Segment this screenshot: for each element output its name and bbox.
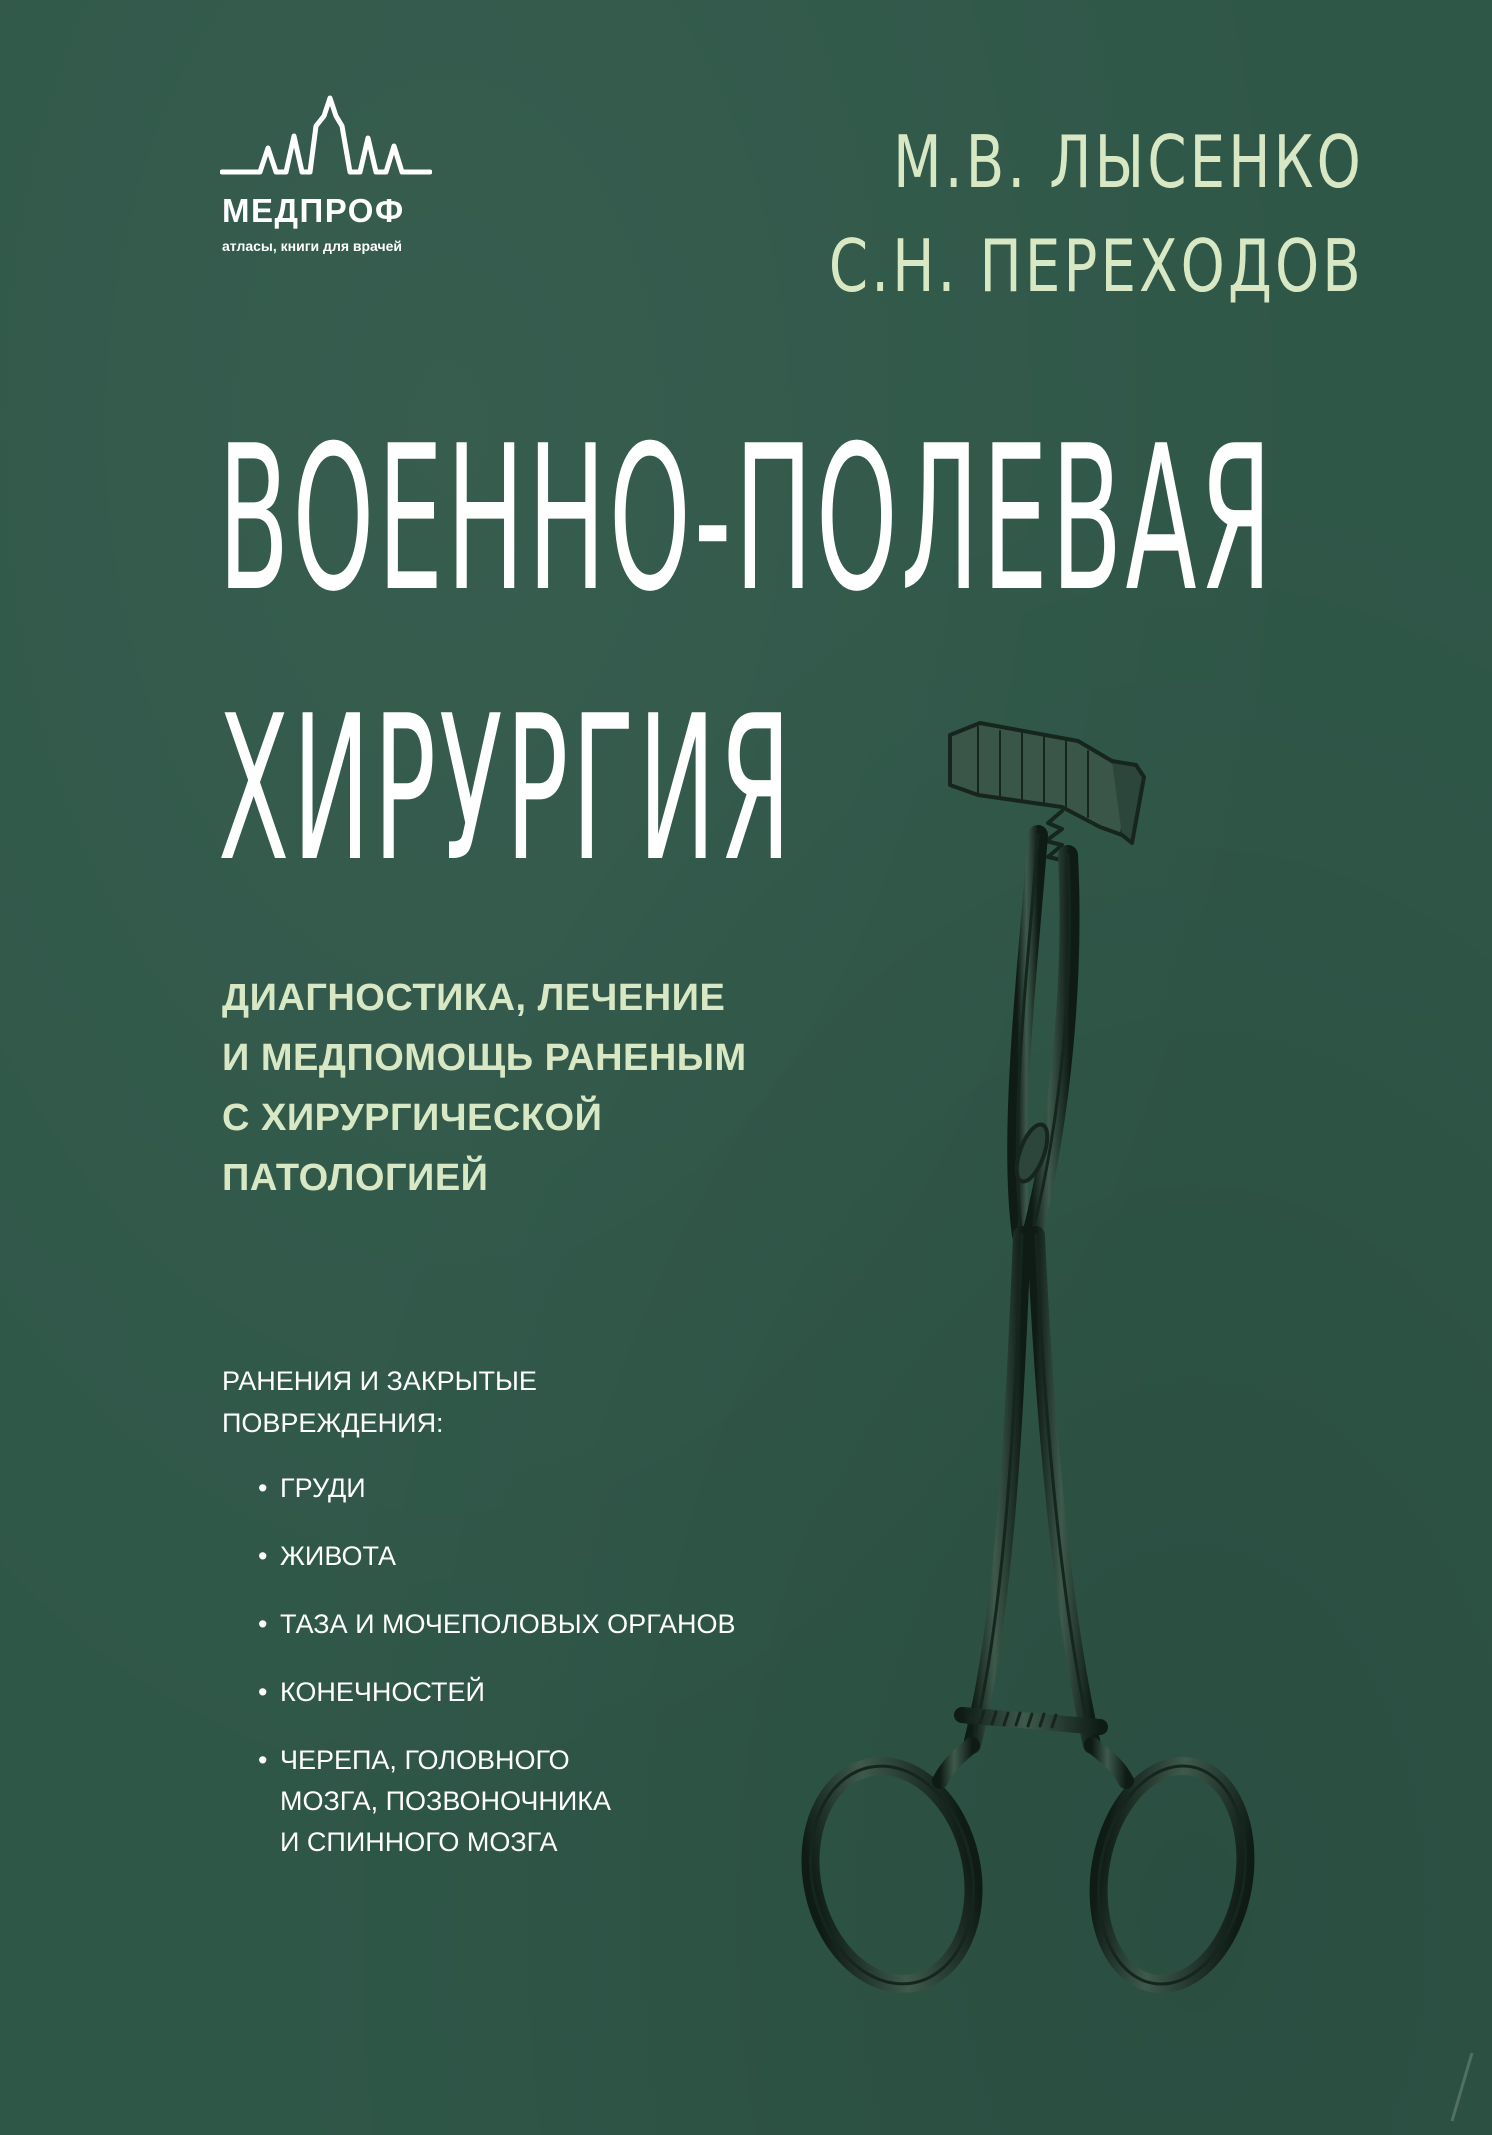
bullet-icon: • <box>258 1745 268 1775</box>
list-item <box>222 1468 782 1509</box>
publisher-name: МЕДПРОФ <box>222 192 405 229</box>
publisher-tagline: атласы, книги для врачей <box>222 238 403 254</box>
watermark-icon <box>1442 2047 1484 2127</box>
list-item <box>222 1604 782 1645</box>
surgical-clamp-illustration <box>800 715 1260 2025</box>
subtitle-line: ДИАГНОСТИКА, ЛЕЧЕНИЕ <box>222 977 726 1019</box>
subtitle-line: И МЕДПОМОЩЬ РАНЕНЫМ <box>222 1037 747 1079</box>
list-item-text: ЧЕРЕПА, ГОЛОВНОГО <box>280 1745 570 1775</box>
injury-list <box>222 1468 782 1863</box>
subtitle-line: ПАТОЛОГИЕЙ <box>222 1157 489 1199</box>
subtitle-line: С ХИРУРГИЧЕСКОЙ <box>222 1097 603 1139</box>
bullet-icon: • <box>258 1677 268 1707</box>
injuries-section <box>222 1360 782 1890</box>
title-line: ВОЕННО-ПОЛЕВАЯ <box>218 403 1276 636</box>
list-item <box>222 1740 782 1863</box>
list-item-text: МОЗГА, ПОЗВОНОЧНИКА <box>280 1786 612 1816</box>
injuries-heading-line: РАНЕНИЯ И ЗАКРЫТЫЕ <box>222 1366 537 1396</box>
book-subtitle <box>222 968 822 1208</box>
city-skyline-icon <box>220 92 432 184</box>
publisher-logo <box>220 92 440 267</box>
list-item-text: И СПИННОГО МОЗГА <box>280 1827 558 1857</box>
title-line: ХИРУРГИЯ <box>218 673 795 906</box>
authors <box>678 110 1364 318</box>
bullet-icon: • <box>258 1541 268 1571</box>
list-item-text: ТАЗА И МОЧЕПОЛОВЫХ ОРГАНОВ <box>280 1609 736 1639</box>
list-item-text: ЖИВОТА <box>280 1541 397 1571</box>
bullet-icon: • <box>258 1473 268 1503</box>
list-item <box>222 1536 782 1577</box>
injuries-heading <box>222 1360 782 1444</box>
list-item-text: ГРУДИ <box>280 1473 366 1503</box>
author-name: М.В. ЛЫСЕНКО <box>893 120 1364 204</box>
injuries-heading-line: ПОВРЕЖДЕНИЯ: <box>222 1408 444 1438</box>
list-item-text: КОНЕЧНОСТЕЙ <box>280 1677 485 1707</box>
author-name: С.Н. ПЕРЕХОДОВ <box>828 224 1364 308</box>
bullet-icon: • <box>258 1609 268 1639</box>
list-item <box>222 1672 782 1713</box>
